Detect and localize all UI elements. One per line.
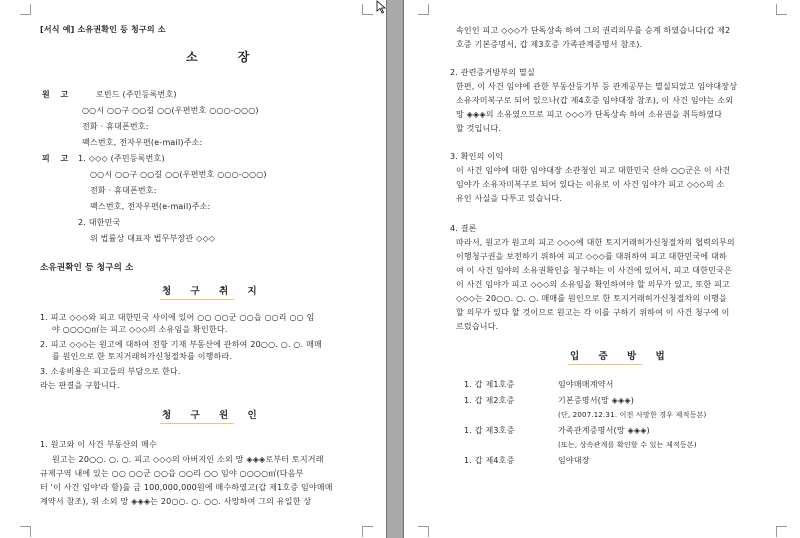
defendant-item-2: 2. 대한민국 [78, 218, 121, 227]
crop-mark [776, 526, 787, 537]
section-2-line-2: 소유자미복구로 되어 있으나(갑 제4호증 임야대장 참조), 이 사건 임야는 소외 [456, 96, 734, 105]
section-2-line-4: 할 것입니다. [456, 124, 502, 133]
evidence-4-number: 1. 갑 제4호증 [464, 456, 515, 465]
section-4-line-3: 여 이 사건 임야의 소유권확인을 청구하는 이 사건에 있어서, 피고 대한민국은 [456, 266, 732, 275]
crop-mark [362, 4, 373, 15]
crop-mark [20, 526, 31, 537]
claim-1-line-2: 야 ○○○○㎡는 피고 ◇◇◇의 소유임을 확인한다. [52, 325, 228, 334]
cause-1-line-2: 규제구역 내에 있는 ○○ ○○군 ○○읍 ○○리 ○○ 임야 ○○○○㎡(다음부 [40, 469, 304, 478]
evidence-2-note: (단, 2007.12.31. 이전 사망한 경우 제적등본) [558, 411, 707, 419]
claim-2-line-1: 2. 피고 ◇◇◇는 원고에 대하여 전항 기재 부동산에 관하여 20○○. ○. ○. 매매 [40, 340, 322, 349]
section-4-line-4: 이 사건 임야가 피고 ◇◇◇의 소유임을 확인하여야 할 의무가 있고, 또한 피고 [456, 280, 730, 289]
section-3-title: 3. 확인의 이익 [450, 152, 504, 161]
continued-line-2: 호증 기본증명서, 갑 제3호증 가족관계증명서 참조). [456, 40, 643, 49]
crop-mark [418, 526, 429, 537]
form-header: [서식 예] 소유권확인 등 청구의 소 [40, 25, 166, 34]
section-2-title: 2. 관련증거방부의 멸실 [450, 68, 535, 77]
section-4-line-5: ◇◇◇는 20○○. ○. ○. 매매를 원인으로 한 토지거래허가신청절차의 이행을 [456, 294, 727, 303]
plaintiff-fax: 팩스번호, 전자우편(e-mail)주소: [82, 138, 203, 147]
crop-mark [20, 4, 31, 15]
mouse-cursor-icon [376, 0, 388, 14]
defendant-representative: 위 법률상 대표자 법무부장관 ◇◇◇ [90, 234, 216, 243]
defendant-fax: 팩스번호, 전자우편(e-mail)주소: [90, 202, 211, 211]
plaintiff-phone: 전화 · 휴대폰번호: [82, 122, 149, 131]
plaintiff-role: 원 고 [42, 90, 73, 99]
section-2-line-1: 한편, 이 사건 임야에 관한 부동산등기부 등 관계공부는 멸실되었고 임야대장상 [456, 82, 738, 91]
defendant-role: 피 고 [42, 154, 73, 163]
document-page-left [0, 0, 387, 538]
heading-underline [160, 299, 234, 300]
heading-underline [568, 364, 642, 365]
evidence-1-number: 1. 갑 제1호증 [464, 380, 515, 389]
claim-1-line-1: 1. 피고 ◇◇◇와 피고 대한민국 사이에 있어 ○○ ○○군 ○○읍 ○○리 ○○ 임 [40, 313, 315, 322]
heading-underline [160, 423, 234, 424]
case-title: 소유권확인 등 청구의 소 [40, 263, 134, 273]
section-3-line-3: 유인 사실을 다투고 있습니다. [456, 194, 563, 203]
evidence-3-note: (또는, 상속관계를 확인할 수 있는 제적등본) [558, 441, 697, 449]
continued-line-1: 속인인 피고 ◇◇◇가 단독상속 하여 그의 권리의무를 승계 하였습니다(갑 제2 [456, 26, 731, 35]
section-3-line-1: 이 사건 임야에 대한 임야대장 소관청인 피고 대한민국 산하 ○○군은 이 사건 [456, 166, 731, 175]
claim-2-line-2: 를 원인으로 한 토지거래허가신청절차를 이행하라. [52, 352, 233, 361]
cause-1-line-3: 터 '이 사건 임야'라 함)를 금 100,000,000원에 매수하였고(갑 제1호증 임야매매 [40, 483, 333, 492]
plaintiff-name: 로빈드 (주민등록번호) [96, 90, 177, 99]
cause-heading: 청 구 원 인 [162, 410, 265, 421]
section-4-line-2: 이행청구권을 보전하기 위하여 피고 ◇◇◇를 대위하여 피고 대한민국에 대하 [456, 252, 727, 261]
crop-mark [776, 4, 787, 15]
defendant-phone: 전화 · 휴대폰번호: [90, 186, 157, 195]
document-title: 소 장 [186, 50, 268, 64]
document-page-right [403, 0, 800, 538]
evidence-3-description: 가족관계증명서(망 ◈◈◈) [558, 426, 650, 435]
evidence-3-number: 1. 갑 제3호증 [464, 426, 515, 435]
evidence-heading: 입 증 방 법 [570, 351, 673, 362]
crop-mark [418, 4, 429, 15]
defendant-address: ○○시 ○○구 ○○길 ○○(우편번호 ○○○-○○○) [90, 170, 267, 179]
section-4-line-7: 르렀습니다. [456, 322, 499, 331]
section-3-line-2: 임야가 소유자미복구로 되어 있다는 이유로 이 사건 임야가 피고 ◇◇◇의 소 [456, 180, 725, 189]
cause-1-line-4: 계약서 참조), 위 소외 망 ◈◈◈는 20○○. ○. ○○. 사망하여 그의 유일한 상 [40, 497, 312, 506]
cause-1-line-1: 원고는 20○○. ○. ○. 피고 ◇◇◇의 아버지인 소외 망 ◈◈◈로부터 토지거래 [52, 455, 324, 464]
evidence-1-description: 임야매매계약서 [558, 380, 614, 389]
cause-1-title: 1. 원고와 이 사건 부동산의 매수 [40, 440, 157, 449]
evidence-2-number: 1. 갑 제2호증 [464, 396, 515, 405]
section-4-line-6: 할 의무가 있다 할 것이므로 원고는 각 이를 구하기 위하여 이 사건 청구에 이 [456, 308, 730, 317]
evidence-4-description: 임야대장 [558, 456, 590, 465]
section-4-title: 4. 결론 [450, 224, 477, 233]
defendant-item-1: 1. ◇◇◇ (주민등록번호) [78, 154, 165, 163]
plaintiff-address: ○○시 ○○구 ○○길 ○○(우편번호 ○○○-○○○) [82, 106, 259, 115]
claim-3: 3. 소송비용은 피고들의 부담으로 한다. [40, 367, 181, 376]
section-4-line-1: 따라서, 원고가 원고의 피고 ◇◇◇에 대한 토지거래허가신청절차의 협력의무의 [456, 238, 735, 247]
crop-mark [362, 526, 373, 537]
page-gap [387, 0, 402, 538]
evidence-2-description: 기본증명서(망 ◈◈◈) [558, 396, 635, 405]
section-2-line-3: 망 ◈◈◈의 소유였으므로 피고 ◇◇◇가 단독상속 하여 소유권을 취득하였다 [456, 110, 723, 119]
claim-heading: 청 구 취 지 [162, 286, 265, 297]
closing-sentence: 라는 판결을 구합니다. [40, 381, 120, 390]
